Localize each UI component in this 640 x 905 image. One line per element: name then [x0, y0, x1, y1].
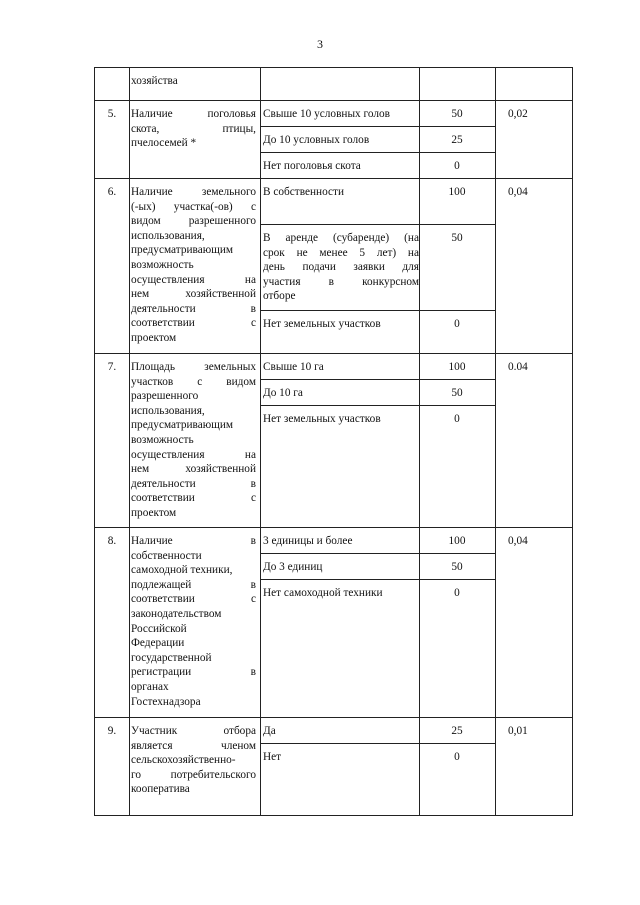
- criterion-text: [131, 107, 256, 151]
- option-text: До 10 га: [263, 387, 303, 399]
- criterion-line: проектом: [131, 506, 177, 519]
- option-score: 100: [448, 535, 466, 547]
- criterion-line: самоходной техники,: [131, 564, 233, 577]
- criterion-line: предусматривающим: [131, 419, 234, 432]
- option-line: отборе: [263, 290, 296, 303]
- row-number: 5.: [107, 108, 117, 120]
- option-text: Нет: [263, 751, 282, 763]
- option-score: 25: [451, 725, 463, 737]
- row-divider: [94, 178, 573, 179]
- criterion-line: Российской: [131, 622, 187, 635]
- table-border-left: [94, 67, 95, 816]
- criterion-line: Наличие поголовья: [131, 108, 256, 120]
- option-score: 50: [451, 108, 463, 120]
- option-score: 25: [451, 134, 463, 146]
- option-divider: [260, 743, 495, 744]
- criterion-line: Федерации: [131, 637, 185, 650]
- option-score: 50: [451, 561, 463, 573]
- option-score: 100: [448, 361, 466, 373]
- criterion-line: осуществления на: [131, 448, 256, 461]
- criterion-line: скота, птицы,: [131, 122, 256, 135]
- weight-value: 0,04: [508, 535, 528, 547]
- option-divider: [260, 310, 495, 311]
- criterion-line: проектом: [131, 331, 177, 344]
- criterion-line: является членом: [131, 739, 256, 752]
- table-border-top: [94, 67, 573, 68]
- criterion-line: использования,: [131, 404, 205, 417]
- option-text: 3 единицы и более: [263, 535, 353, 547]
- criterion-line: органах: [131, 680, 169, 693]
- option-divider: [260, 152, 495, 153]
- criterion-line: нем хозяйственной: [131, 288, 256, 301]
- criterion-line: собственности: [131, 549, 202, 562]
- criterion-text: [131, 360, 256, 521]
- option-text: Свыше 10 условных голов: [263, 108, 390, 120]
- option-score: 0: [454, 751, 460, 763]
- criterion-line: осуществления на: [131, 273, 256, 286]
- row-number: 8.: [107, 535, 117, 547]
- option-divider: [260, 126, 495, 127]
- option-text: В собственности: [263, 186, 345, 198]
- option-text: Нет поголовья скота: [263, 160, 361, 172]
- criterion-line: подлежащей в: [131, 578, 256, 591]
- option-divider: [260, 224, 495, 225]
- criterion-line: сельскохозяйственно-: [131, 754, 236, 767]
- row-divider: [94, 100, 573, 101]
- criterion-line: регистрации в: [131, 666, 256, 679]
- option-text: [263, 231, 419, 304]
- column-divider-options: [260, 67, 261, 816]
- option-divider: [260, 405, 495, 406]
- option-score: 50: [451, 387, 463, 399]
- option-text: До 10 условных голов: [263, 134, 370, 146]
- row-number: 7.: [107, 361, 117, 373]
- criterion-line: кооператива: [131, 783, 190, 796]
- row-number: 9.: [107, 725, 117, 737]
- option-text: Нет земельных участков: [263, 413, 381, 425]
- criterion-text: [131, 724, 256, 797]
- criterion-line: пчелосемей *: [131, 137, 197, 150]
- table-border-right: [572, 67, 573, 816]
- table-border-bottom: [94, 815, 573, 816]
- criterion-line: разрешенного: [131, 390, 199, 403]
- criterion-line: Наличие земельного: [131, 186, 256, 198]
- column-divider-score: [419, 67, 420, 816]
- criterion-line: законодательством: [131, 607, 222, 620]
- criterion-text: [131, 534, 256, 709]
- page-number: 3: [317, 37, 323, 51]
- criteria-table: [94, 67, 573, 817]
- option-score: 100: [448, 186, 466, 198]
- criterion-line: соответствии с: [131, 317, 256, 330]
- option-line: срок не менее 5 лет) на: [263, 246, 419, 259]
- option-text: Да: [263, 725, 276, 737]
- criterion-line: использования,: [131, 229, 205, 242]
- criterion-line: Гостехнадзора: [131, 695, 201, 708]
- criterion-line: возможность: [131, 433, 194, 446]
- continuation-criterion: [131, 74, 256, 89]
- option-divider: [260, 379, 495, 380]
- option-score: 50: [451, 232, 463, 244]
- criterion-line: деятельности в: [131, 302, 256, 315]
- weight-value: 0,04: [508, 186, 528, 198]
- row-divider: [94, 717, 573, 718]
- criterion-line: деятельности в: [131, 477, 256, 490]
- weight-value: 0,01: [508, 725, 528, 737]
- criterion-line: возможность: [131, 258, 194, 271]
- criterion-line: соответствии с: [131, 492, 256, 505]
- option-text: Свыше 10 га: [263, 361, 324, 373]
- criterion-line: Площадь земельных: [131, 361, 256, 373]
- option-divider: [260, 579, 495, 580]
- option-score: 0: [454, 160, 460, 172]
- criterion-line: Наличие в: [131, 535, 256, 547]
- column-divider-weight: [495, 67, 496, 816]
- weight-value: 0.04: [508, 361, 528, 373]
- criterion-line: предусматривающим: [131, 244, 234, 257]
- criterion-line: го потребительского: [131, 768, 256, 781]
- criterion-line: участков с видом: [131, 375, 256, 388]
- row-divider: [94, 527, 573, 528]
- option-score: 0: [454, 413, 460, 425]
- criterion-line: соответствии с: [131, 593, 256, 606]
- option-line: участия в конкурсном: [263, 275, 419, 288]
- criterion-text: [131, 185, 256, 346]
- criterion-line: видом разрешенного: [131, 215, 256, 228]
- option-score: 0: [454, 587, 460, 599]
- option-score: 0: [454, 318, 460, 330]
- option-text: До 3 единиц: [263, 561, 323, 573]
- criterion-line: Участник отбора: [131, 725, 256, 737]
- weight-value: 0,02: [508, 108, 528, 120]
- row-divider: [94, 353, 573, 354]
- option-divider: [260, 553, 495, 554]
- criterion-line: нем хозяйственной: [131, 463, 256, 476]
- column-divider-criterion: [129, 67, 130, 816]
- row-number: 6.: [107, 186, 117, 198]
- criterion-line: государственной: [131, 651, 212, 664]
- option-text: Нет земельных участков: [263, 318, 381, 330]
- criterion-line: хозяйства: [131, 75, 178, 87]
- option-line: день подачи заявки для: [263, 261, 419, 274]
- option-text: Нет самоходной техники: [263, 587, 383, 599]
- option-line: В аренде (субаренде) (на: [263, 232, 419, 244]
- criterion-line: (-ых) участка(-ов) с: [131, 200, 256, 213]
